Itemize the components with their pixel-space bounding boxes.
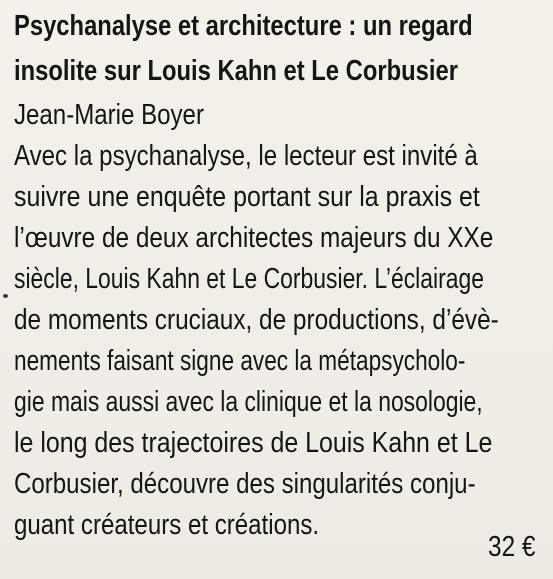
description-line-7: gie mais aussi avec la clinique et la nosologie,: [14, 386, 483, 418]
book-author: Jean-Marie Boyer: [14, 99, 204, 131]
book-title-line-1: Psychanalyse et architecture : un regard: [14, 10, 473, 42]
description-line-2: suivre une enquête portant sur la praxis et: [14, 181, 480, 213]
book-title-line-2: insolite sur Louis Kahn et Le Corbusier: [14, 55, 458, 87]
print-speck: [3, 294, 8, 298]
description-line-9: Corbusier, découvre des singularités conju-: [14, 468, 476, 500]
description-line-1: Avec la psychanalyse, le lecteur est invité à: [14, 140, 478, 172]
description-line-6: nements faisant signe avec la métapsycholo-: [14, 345, 466, 377]
description-line-10: guant créateurs et créations.: [14, 509, 320, 541]
book-entry: [14, 4, 542, 546]
description-line-8: le long des trajectoires de Louis Kahn et Le: [14, 427, 493, 459]
book-price: 32 €: [487, 531, 535, 563]
description-line-4: siècle, Louis Kahn et Le Corbusier. L’éclairage: [14, 263, 484, 295]
description-line-3: l’œuvre de deux architectes majeurs du XXe: [14, 222, 494, 254]
description-line-5: de moments cruciaux, de productions, d’évè-: [14, 304, 499, 336]
